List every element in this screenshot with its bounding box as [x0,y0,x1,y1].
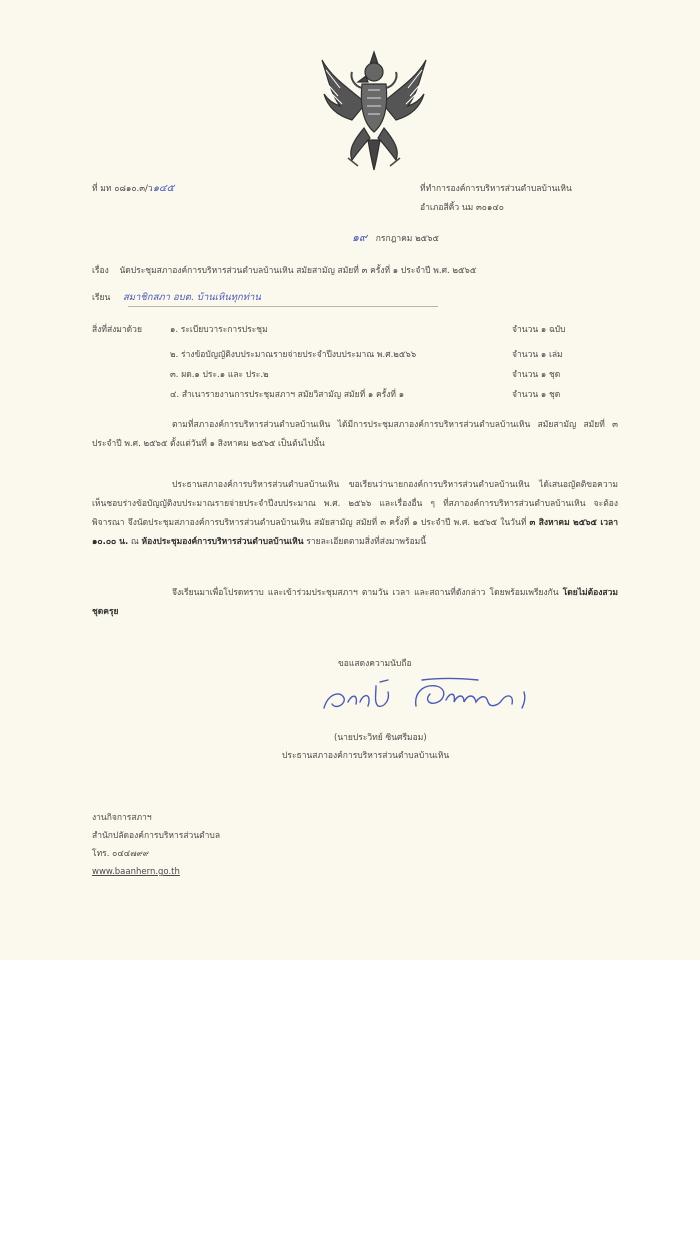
attachment-qty-4: จำนวน ๑ ชุด [512,390,561,400]
attachment-qty-2: จำนวน ๑ เล่ม [512,350,563,360]
attachment-item-4: ๔. สำเนารายงานการประชุมสภาฯ สมัยวิสามัญ สมัยที่ ๑ ครั้งที่ ๑ [170,390,405,400]
paragraph-3-text: จึงเรียนมาเพื่อโปรดทราบ และเข้าร่วมประชุมสภาฯ ตามวัน เวลา และสถานที่ดังกล่าว โดยพร้อมเพรียงกัน [172,588,559,598]
recipient-underline [128,306,438,307]
attachment-qty-1: จำนวน ๑ ฉบับ [512,325,566,335]
subject-label: เรื่อง [92,266,109,276]
paragraph-2 [92,476,618,552]
closing-salutation: ขอแสดงความนับถือ [338,659,412,669]
attachment-qty-3: จำนวน ๑ ชุด [512,370,561,380]
paragraph-2-text-c: รายละเอียดตามสิ่งที่ส่งมาพร้อมนี้ [306,537,427,547]
subject-line [92,265,476,277]
reference-prefix: ที่ มท ๐๘๑๐.๓/ว [92,184,153,194]
paragraph-1 [92,416,618,454]
letter-date [352,232,439,245]
footer-website: www.baanhern.go.th [92,867,180,877]
recipient-line [92,292,261,304]
garuda-emblem-icon [318,48,430,172]
footer-phone: โทร. ๐๔๔๗๙๙ [92,849,150,859]
attachment-item-3: ๓. ผด.๑ ประ.๑ และ ประ.๒ [170,370,269,380]
reference-handwritten: ๑๔๕ [152,183,175,194]
paragraph-1-text: ตามที่สภาองค์การบริหารส่วนตำบลบ้านเหิน ได้มีการประชุมสภาองค์การบริหารส่วนตำบลบ้านเหิน สมัยสามัญ สมัยที่ ๓ ประจำปี พ.ศ. ๒๕๖๕ ตั้งแต่วันที่ ๑ สิงหาคม ๒๕๖๕ เป็นต้นไปนั้น [92,420,618,449]
meeting-venue: ห้องประชุมองค์การบริหารส่วนตำบลบ้านเหิน [141,537,304,547]
footer-office: สำนักปลัดองค์การบริหารส่วนตำบล [92,831,221,841]
paragraph-2-text-a: ประธานสภาองค์การบริหารส่วนตำบลบ้านเหิน ขอเรียนว่านายกองค์การบริหารส่วนตำบลบ้านเหิน ได้เสนอญัตติขอความเห็นชอบร่างข้อบัญญัติงบประมาณรายจ่ายประจำปีงบประมาณ พ.ศ. ๒๕๖๖ และเรื่องอื่น ๆ ที่สภาองค์การบริหารส่วนตำบลบ้านเหิน จะต้องพิจารณา จึงนัดประชุมสภาองค์การบริหารส่วนตำบลบ้านเหิน สมัยสามัญ สมัยที่ ๓ ครั้งที่ ๑ ประจำปี พ.ศ. ๒๕๖๕ ในวันที่ [92,480,618,528]
dress-note: โดยไม่ต้องสวมชุดครุย [92,588,618,617]
paragraph-2-text-b: ณ [130,537,139,547]
reference-number [92,183,174,195]
date-handwritten: ๑๙ [352,231,368,244]
signature-icon [318,672,548,720]
footer-unit: งานกิจการสภาฯ [92,813,152,823]
date-printed: กรกฎาคม ๒๕๖๕ [375,234,439,244]
agency-name: ที่ทำการองค์การบริหารส่วนตำบลบ้านเหิน [420,184,572,194]
agency-address: อำเภอสีคิ้ว นม ๓๐๑๔๐ [420,203,504,213]
signer-name: (นายประวิทย์ ซินศรีมอม) [334,733,427,743]
signer-title: ประธานสภาองค์การบริหารส่วนตำบลบ้านเหิน [282,751,450,761]
meeting-datetime: ๓ สิงหาคม ๒๕๖๕ เวลา ๑๐.๐๐ น. [92,518,619,547]
recipient-label: เรียน [92,293,111,303]
attachments-label: สิ่งที่ส่งมาด้วย [92,325,142,335]
subject-text: นัดประชุมสภาองค์การบริหารส่วนตำบลบ้านเหิน สมัยสามัญ สมัยที่ ๓ ครั้งที่ ๑ ประจำปี พ.ศ. ๒๕๖๕ [119,266,477,276]
paragraph-3 [92,584,618,622]
attachment-item-1: ๑. ระเบียบวาระการประชุม [170,325,268,335]
attachment-item-2: ๒. ร่างข้อบัญญัติงบประมาณรายจ่ายประจำปีงบประมาณ พ.ศ.๒๕๖๖ [170,350,417,360]
recipient-handwritten: สมาชิกสภา อบต. บ้านเหินทุกท่าน [122,292,261,303]
